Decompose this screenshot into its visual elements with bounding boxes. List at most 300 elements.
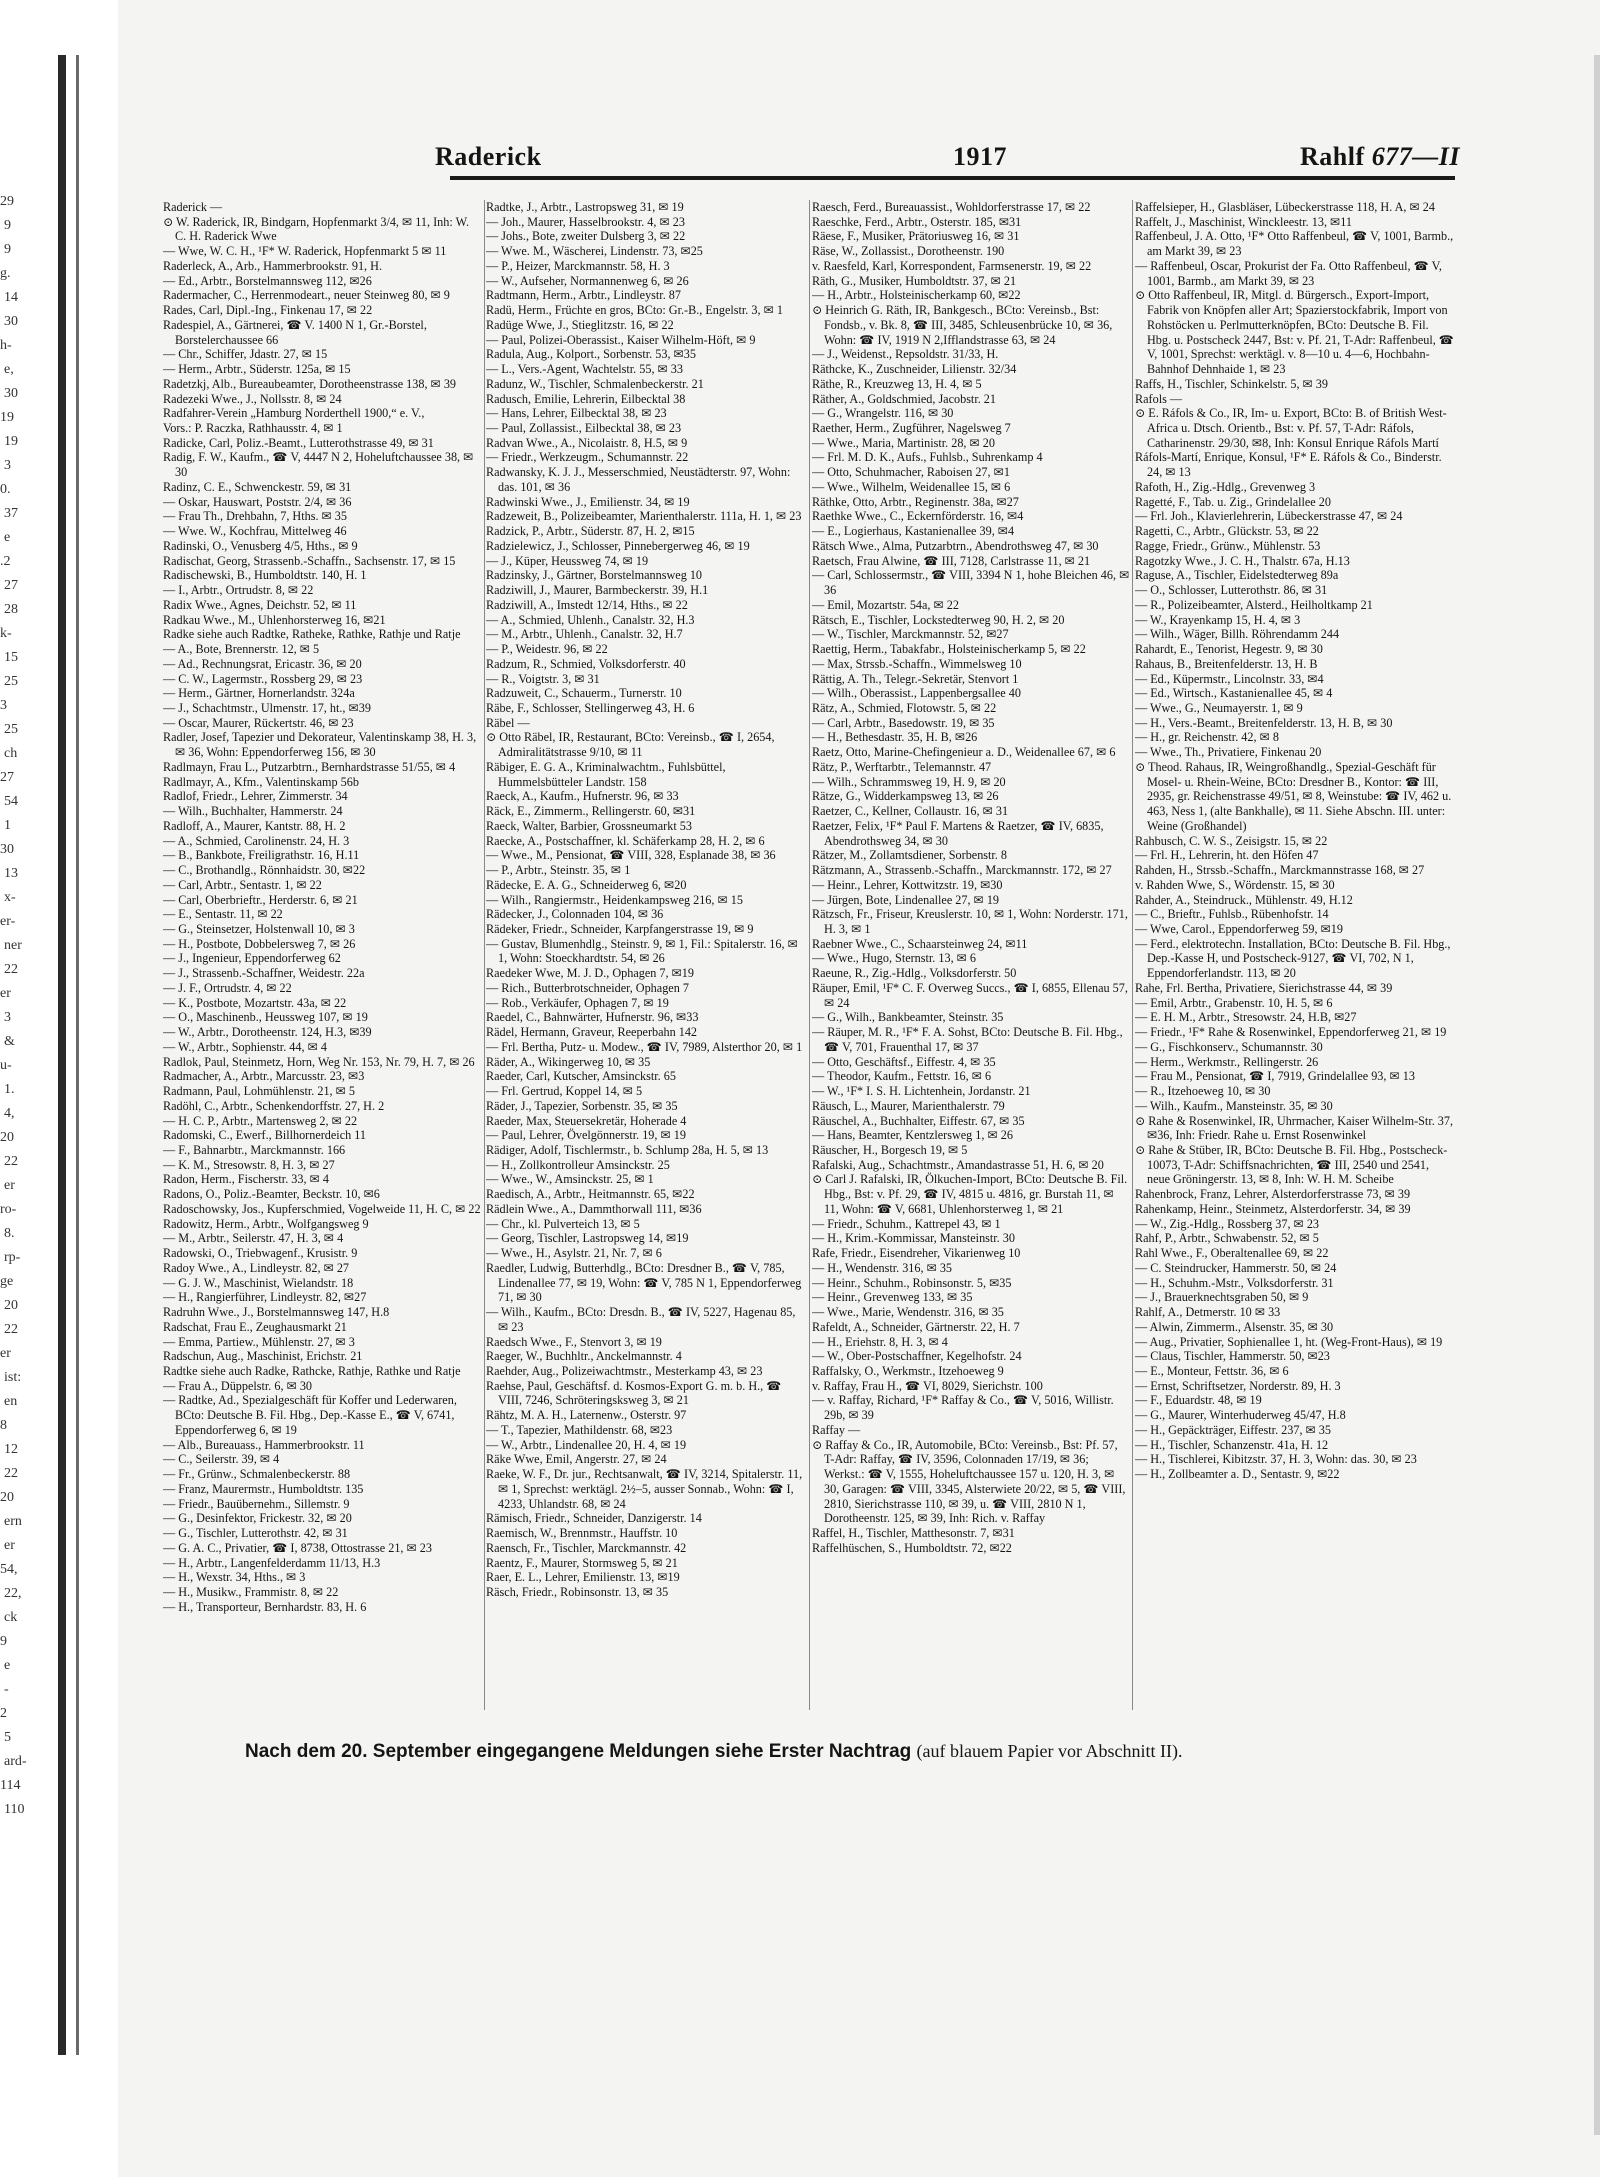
header-first-entry: Raderick [435, 142, 542, 171]
directory-entry: — Joh., Maurer, Hasselbrookstr. 4, ✉ 23 [486, 214, 685, 229]
directory-entry: — G., Wilh., Bankbeamter, Steinstr. 35 [812, 1010, 1004, 1025]
previous-page-fragment: ern [4, 1514, 22, 1529]
previous-page-fragment: x- [4, 890, 16, 905]
previous-page-fragment: 19 [4, 434, 18, 449]
previous-page-fragment: 114 [0, 1778, 21, 1793]
previous-page-fragment: 54 [4, 794, 18, 809]
directory-entry: Rahlf, A., Detmerstr. 10 ✉ 33 [1135, 1305, 1281, 1320]
directory-entry: Radschun, Aug., Maschinist, Erichstr. 21 [163, 1349, 363, 1364]
directory-entry: — K. M., Stresowstr. 8, H. 3, ✉ 27 [163, 1157, 335, 1172]
directory-entry: — C., Seilerstr. 39, ✉ 4 [163, 1452, 280, 1467]
directory-entry: Radix Wwe., Agnes, Deichstr. 52, ✉ 11 [163, 597, 357, 612]
directory-entry: — B., Bankbote, Freiligrathstr. 16, H.11 [163, 848, 360, 863]
directory-entry: — H., Gepäckträger, Eiffestr. 237, ✉ 35 [1135, 1422, 1331, 1437]
directory-entry: Rätz, P., Werftarbtr., Telemannstr. 47 [812, 759, 992, 774]
directory-entry: Radermacher, C., Herrenmodeart., neuer Steinweg 80, ✉ 9 [163, 288, 450, 303]
directory-entry: — Wilh., Oberassist., Lappenbergsallee 40 [812, 686, 1021, 701]
directory-entry: — v. Raffay, Richard, ¹F* Raffay & Co., ☎ V, 5016, Willistr. 29b, ✉ 39 [812, 1393, 1114, 1423]
directory-entry: — O., Schlosser, Lutterothstr. 86, ✉ 31 [1135, 583, 1328, 598]
directory-entry: Ragetti, C., Arbtr., Glückstr. 53, ✉ 22 [1135, 524, 1319, 539]
directory-entry: Radicke, Carl, Poliz.-Beamt., Lutterothstrasse 49, ✉ 31 [163, 435, 434, 450]
directory-entry: Räder, J., Tapezier, Sorbenstr. 35, ✉ 35 [486, 1098, 678, 1113]
previous-page-fragment: e [4, 1658, 11, 1673]
directory-entry: Radula, Aug., Kolport., Sorbenstr. 53, ✉35 [486, 347, 696, 362]
column-4 [1135, 200, 1455, 1720]
directory-entry: — Friedr., Bauübernehm., Sillemstr. 9 [163, 1496, 350, 1511]
directory-entry: — C., Brothandlg., Rönnhaidstr. 30, ✉22 [163, 863, 366, 878]
directory-entry: — W., Krayenkamp 15, H. 4, ✉ 3 [1135, 612, 1301, 627]
directory-entry: — E., Sentastr. 11, ✉ 22 [163, 907, 283, 922]
directory-entry: Räbiger, E. G. A., Kriminalwachtm., Fuhlsbüttel, Hummelsbütteler Landstr. 158 [486, 759, 726, 789]
directory-entry: — G. A. C., Privatier, ☎ I, 8738, Ottostrasse 21, ✉ 23 [163, 1540, 432, 1555]
directory-entry: — Wilh., Schrammsweg 19, H. 9, ✉ 20 [812, 774, 1006, 789]
directory-entry: Rättig, A. Th., Telegr.-Sekretär, Stenvort 1 [812, 671, 1019, 686]
directory-entry: — Emil, Arbtr., Grabenstr. 10, H. 5, ✉ 6 [1135, 995, 1333, 1010]
footer-notice [245, 1741, 1182, 1763]
directory-entry: ⊙ W. Raderick, IR, Bindgarn, Hopfenmarkt 3/4, ✉ 11, Inh: W. C. H. Raderick Wwe [163, 214, 469, 244]
directory-entry: — J., Schachtmstr., Ulmenstr. 17, ht., ✉39 [163, 700, 371, 715]
directory-entry: — F., Eduardstr. 48, ✉ 19 [1135, 1393, 1262, 1408]
directory-entry: — Frau M., Pensionat, ☎ I, 7919, Grindelallee 93, ✉ 13 [1135, 1069, 1415, 1084]
previous-page-fragment: 12 [4, 1442, 18, 1457]
directory-entry: — H., Rangierführer, Lindleystr. 82, ✉27 [163, 1290, 367, 1305]
directory-entry: Rädiger, Adolf, Tischlermstr., b. Schlump 28a, H. 5, ✉ 13 [486, 1143, 769, 1157]
directory-entry: Rahenkamp, Heinr., Steinmetz, Alsterdorferstr. 34, ✉ 39 [1135, 1201, 1411, 1216]
directory-entry: Radtmann, Herm., Arbtr., Lindleystr. 87 [486, 288, 681, 303]
directory-entry: — Raffenbeul, Oscar, Prokurist der Fa. Otto Raffenbeul, ☎ V, 1001, Barmb., am Markt 39, ✉ 23 [1135, 258, 1442, 288]
directory-entry: v. Raesfeld, Karl, Korrespondent, Farmsenerstr. 19, ✉ 22 [812, 258, 1092, 273]
directory-entry: — G., Maurer, Winterhuderweg 45/47, H.8 [1135, 1408, 1346, 1423]
directory-entry: Radoy Wwe., A., Lindleystr. 82, ✉ 27 [163, 1260, 350, 1275]
directory-entry: Raeune, R., Zig.-Hdlg., Volksdorferstr. 50 [812, 966, 1017, 981]
previous-page-fragment: ch [4, 746, 18, 761]
directory-entry: — Wwe., Maria, Martinistr. 28, ✉ 20 [812, 435, 995, 450]
directory-entry: — Wwe., Wilhelm, Weidenallee 15, ✉ 6 [812, 479, 1011, 494]
previous-page-fragment: g. [0, 266, 11, 281]
directory-entry: Radezeki Wwe., J., Nollsstr. 8, ✉ 24 [163, 391, 342, 406]
directory-entry: Ráfols-Martí, Enrique, Konsul, ¹F* E. Ráfols & Co., Binderstr. 24, ✉ 13 [1135, 450, 1442, 480]
previous-page-fragment: rp- [4, 1250, 21, 1265]
page-right-edge [1594, 55, 1600, 2135]
directory-entry: — Emil, Mozartstr. 54a, ✉ 22 [812, 597, 959, 612]
previous-page-fragment: 30 [4, 386, 18, 401]
directory-entry: Raetzer, Felix, ¹F* Paul F. Martens & Raetzer, ☎ IV, 6835, Abendrothsweg 34, ✉ 30 [812, 818, 1104, 848]
previous-page-fragment: 20 [4, 1298, 18, 1313]
directory-entry: Radetzkj, Alb., Bureaubeamter, Dorotheenstrasse 138, ✉ 39 [163, 376, 457, 391]
directory-entry: Raeck, Walter, Barbier, Grossneumarkt 53 [486, 818, 692, 833]
directory-entry: — H., Tischler, Schanzenstr. 41a, H. 12 [1135, 1437, 1329, 1452]
previous-page-fragment: ard- [4, 1754, 27, 1769]
directory-entry: — H., Eriehstr. 8, H. 3, ✉ 4 [812, 1334, 948, 1349]
directory-entry: Räthke, Otto, Arbtr., Reginenstr. 38a, ✉27 [812, 494, 1019, 509]
directory-entry: — A., Bote, Brennerstr. 12, ✉ 5 [163, 642, 320, 657]
directory-entry: — H., Musikw., Frammistr. 8, ✉ 22 [163, 1585, 339, 1600]
directory-entry: — Wwe. W., Kochfrau, Mittelweg 46 [163, 524, 347, 539]
directory-entry: Raensch, Fr., Tischler, Marckmannstr. 42 [486, 1540, 687, 1555]
directory-entry: Raffalsky, O., Werkmstr., Itzehoeweg 9 [812, 1364, 1004, 1379]
previous-page-fragment: 3 [4, 458, 11, 473]
directory-entry: Raebner Wwe., C., Schaarsteinweg 24, ✉11 [812, 936, 1028, 951]
directory-entry: Räuper, Emil, ¹F* C. F. Overweg Succs., ☎ I, 6855, Ellenau 57, ✉ 24 [812, 980, 1128, 1010]
directory-entry: — Emma, Partiew., Mühlenstr. 27, ✉ 3 [163, 1334, 355, 1349]
directory-entry: Radke siehe auch Radtke, Ratheke, Rathke, Rathje und Ratje [163, 627, 461, 642]
directory-entry: — G., Desinfektor, Frickestr. 32, ✉ 20 [163, 1511, 352, 1526]
directory-entry: Rätze, G., Widderkampsweg 13, ✉ 26 [812, 789, 999, 804]
directory-entry: — H., Wexstr. 34, Hths., ✉ 3 [163, 1570, 306, 1585]
directory-entry: Rädlein Wwe., A., Dammthorwall 111, ✉36 [486, 1201, 702, 1216]
directory-entry: Raeck, A., Kaufm., Hufnerstr. 96, ✉ 33 [486, 789, 679, 804]
directory-entry: Raehse, Paul, Geschäftsf. d. Kosmos-Export G. m. b. H., ☎ VIII, 7246, Schröteringsksweg 3, ✉ 21 [486, 1378, 782, 1408]
directory-entry: — Herm., Werkmstr., Rellingerstr. 26 [1135, 1054, 1319, 1069]
directory-entry: Radzinsky, J., Gärtner, Borstelmannsweg 10 [486, 568, 703, 583]
directory-entry: Raedeker Wwe, M. J. D., Ophagen 7, ✉19 [486, 966, 694, 981]
directory-entry: — Frl. Gertrud, Koppel 14, ✉ 5 [486, 1084, 643, 1099]
directory-entry: Raffs, H., Tischler, Schinkelstr. 5, ✉ 39 [1135, 376, 1328, 391]
directory-entry: Radlmayr, A., Kfm., Valentinskamp 56b [163, 774, 359, 789]
directory-entry: — Johs., Bote, zweiter Dulsberg 3, ✉ 22 [486, 229, 686, 244]
directory-entry: — G., Tischler, Lutterothstr. 42, ✉ 31 [163, 1526, 348, 1541]
directory-entry: Rädecker, J., Colonnaden 104, ✉ 36 [486, 907, 664, 922]
directory-entry: — J., Ingenieur, Eppendorferweg 62 [163, 951, 341, 966]
previous-page-fragment: 3 [0, 698, 7, 713]
directory-entry: — Wwe., Th., Privatiere, Finkenau 20 [1135, 745, 1322, 760]
directory-entry: — R., Polizeibeamter, Alsterd., Heilholtkamp 21 [1135, 597, 1373, 612]
previous-page-fragment: 29 [0, 194, 14, 209]
directory-entry: — I., Arbtr., Ortrudstr. 8, ✉ 22 [163, 583, 314, 598]
directory-entry: Räther, A., Goldschmied, Jacobstr. 21 [812, 391, 996, 406]
directory-entry: Räder, A., Wikingerweg 10, ✉ 35 [486, 1054, 651, 1069]
directory-entry: Raffenbeul, J. A. Otto, ¹F* Otto Raffenbeul, ☎ V, 1001, Barmb., am Markt 39, ✉ 23 [1135, 229, 1454, 259]
directory-entry: ⊙ Otto Räbel, IR, Restaurant, BCto: Vereinsb., ☎ I, 2654, Admiralitätstrasse 9/10, ✉ 11 [486, 730, 775, 760]
directory-entry: Vors.: P. Raczka, Rathhausstr. 4, ✉ 1 [163, 421, 343, 436]
directory-entry: Raer, E. L., Lehrer, Emilienstr. 13, ✉19 [486, 1570, 680, 1585]
directory-entry: — Frl. Joh., Klavierlehrerin, Lübeckerstrasse 47, ✉ 24 [1135, 509, 1403, 524]
header-year: 1917 [953, 142, 1007, 171]
directory-entry: Radruhn Wwe., J., Borstelmannsweg 147, H.8 [163, 1305, 390, 1320]
directory-entry: Rahden, H., Strssb.-Schaffn., Marckmannstrasse 168, ✉ 27 [1135, 863, 1425, 878]
column-divider [1132, 200, 1133, 1710]
directory-entry: v. Raffay, Frau H., ☎ VI, 8029, Sierichstr. 100 [812, 1378, 1043, 1393]
directory-entry: Räuschel, A., Buchhalter, Eiffestr. 67, ✉ 35 [812, 1113, 1025, 1128]
previous-page-fragment: 54, [0, 1562, 18, 1577]
directory-entry: — A., Schmied, Uhlenh., Canalstr. 32, H.3 [486, 612, 695, 627]
directory-entry: — W., Tischler, Marckmannstr. 52, ✉27 [812, 627, 1009, 642]
directory-entry: Rädel, Hermann, Graveur, Reeperbahn 142 [486, 1025, 698, 1040]
directory-entry: — J. F., Ortrudstr. 4, ✉ 22 [163, 980, 292, 995]
directory-entry: Radespiel, A., Gärtnerei, ☎ V. 1400 N 1, Gr.-Borstel, Borstelerchaussee 66 [163, 317, 427, 347]
directory-entry: Radoschowsky, Jos., Kupferschmied, Vogelweide 11, H. C, ✉ 22 [163, 1201, 481, 1216]
directory-entry: Radzuweit, C., Schauerm., Turnerstr. 10 [486, 686, 682, 701]
directory-entry: Rätsch, E., Tischler, Lockstedterweg 90, H. 2, ✉ 20 [812, 612, 1065, 627]
directory-entry: — Alwin, Zimmerm., Alsenstr. 35, ✉ 30 [1135, 1319, 1334, 1334]
previous-page-fragment: 22, [4, 1586, 22, 1601]
previous-page-fragment: 110 [4, 1802, 25, 1817]
directory-entry: — Carl, Schlossermstr., ☎ VIII, 3394 N 1, hohe Bleichen 46, ✉ 36 [812, 568, 1130, 598]
directory-entry: Radmacher, A., Arbtr., Marcusstr. 23, ✉3 [163, 1069, 365, 1084]
directory-entry: Radzielewicz, J., Schlosser, Pinnebergerweg 46, ✉ 19 [486, 538, 750, 553]
directory-entry: Rafalski, Aug., Schachtmstr., Amandastrasse 51, H. 6, ✉ 20 [812, 1157, 1104, 1172]
directory-entry: — Wwe., Marie, Wendenstr. 316, ✉ 35 [812, 1305, 1004, 1320]
directory-entry: Rahder, A., Steindruck., Mühlenstr. 49, H.12 [1135, 892, 1353, 907]
directory-entry: Radinz, C. E., Schwenckestr. 59, ✉ 31 [163, 479, 352, 494]
directory-entry: — Frl. Bertha, Putz- u. Modew., ☎ IV, 7989, Alsterthor 20, ✉ 1 [486, 1039, 803, 1054]
directory-entry: Rahbusch, C. W. S., Zeisigstr. 15, ✉ 22 [1135, 833, 1328, 848]
directory-entry: Radziwill, J., Maurer, Barmbeckerstr. 39, H.1 [486, 583, 709, 598]
previous-page-fragment: 22 [4, 1466, 18, 1481]
directory-entry: Räthe, R., Kreuzweg 13, H. 4, ✉ 5 [812, 376, 982, 391]
previous-page-fragment: 19 [0, 410, 14, 425]
directory-entry: — H., Vers.-Beamt., Breitenfelderstr. 13, H. B, ✉ 30 [1135, 715, 1393, 730]
previous-page-fragment: 9 [0, 1634, 7, 1649]
previous-page-fragment: 5 [4, 1730, 11, 1745]
previous-page-fragment: 25 [4, 674, 18, 689]
previous-page-fragment: 30 [0, 842, 14, 857]
directory-entry: Räbel — [486, 715, 530, 730]
directory-entry: — Wwe. M., Wäscherei, Lindenstr. 73, ✉25 [486, 244, 703, 259]
directory-entry: ⊙ Raffay & Co., IR, Automobile, BCto: Vereinsb., Bst: Pf. 57, T-Adr: Raffay, ☎ IV, 3596, Colonnaden 17/19, ✉ 36; Werkst.: ☎ V, 1555, Hoheluftchaussee 157 u. 120, H. 3, ✉ 30, Garagen: ☎ VIII, 3345, Alsterwiete 20/22, ✉ 5, ☎ VIII, 2810, Sierichstrasse 110, ✉ 39, u. ☎ VIII, 2810 N 1, Dorotheenstr. 125, ✉ 39, Inh: Rich. v. Raffay [812, 1437, 1126, 1526]
directory-entry: — Ed., Wirtsch., Kastanienallee 45, ✉ 4 [1135, 686, 1333, 701]
directory-entry: — H. C. P., Arbtr., Martensweg 2, ✉ 22 [163, 1113, 358, 1128]
directory-entry: — J., Brauerknechtsgraben 50, ✉ 9 [1135, 1290, 1309, 1305]
directory-entry: — G., Wrangelstr. 116, ✉ 30 [812, 406, 954, 421]
directory-entry: — Wwe., M., Pensionat, ☎ VIII, 328, Esplanade 38, ✉ 36 [486, 848, 776, 863]
directory-entry: Raetsch, Frau Alwine, ☎ III, 7128, Carlstrasse 11, ✉ 21 [812, 553, 1091, 568]
directory-entry: Räse, W., Zollassist., Dorotheenstr. 190 [812, 244, 1005, 259]
directory-entry: — J., Strassenb.-Schaffner, Weidestr. 22a [163, 966, 365, 981]
directory-entry: Raehder, Aug., Polizeiwachtmstr., Mesterkamp 43, ✉ 23 [486, 1364, 763, 1379]
directory-entry: Raemisch, W., Brennmstr., Hauffstr. 10 [486, 1526, 678, 1541]
previous-page-fragment: 1. [4, 1082, 15, 1097]
header-rule [450, 176, 1455, 180]
column-3 [812, 200, 1130, 1720]
directory-entry: — Gustav, Blumenhdlg., Steinstr. 9, ✉ 1, Fil.: Spitalerstr. 16, ✉ 1, Wohn: Stoeckhardtstr. 54, ✉ 26 [486, 936, 798, 966]
previous-page-fragment: er [0, 986, 11, 1001]
previous-page-fragment: 22 [4, 962, 18, 977]
previous-page-fragment: er [0, 1346, 11, 1361]
page-gutter-line [76, 55, 79, 2055]
directory-entry: — Paul, Polizei-Oberassist., Kaiser Wilhelm-Höft, ✉ 9 [486, 332, 756, 347]
directory-entry: Raeke, W. F., Dr. jur., Rechtsanwalt, ☎ IV, 3214, Spitalerstr. 11, ✉ 1, Sprechst: werktägl. 2½–5, ausser Sonnab., Wohn: ☎ I, 4233, Uhlandstr. 68, ✉ 24 [486, 1467, 803, 1511]
directory-entry: — W., Arbtr., Sophienstr. 44, ✉ 4 [163, 1039, 327, 1054]
directory-entry: — M., Arbtr., Uhlenh., Canalstr. 32, H.7 [486, 627, 683, 642]
directory-entry: Radusch, Emilie, Lehrerin, Eilbecktal 38 [486, 391, 686, 406]
previous-page-fragment: 9 [4, 218, 11, 233]
directory-entry: — Hans, Beamter, Kentzlersweg 1, ✉ 26 [812, 1128, 1013, 1143]
previous-page-fragment: er [4, 1538, 15, 1553]
directory-entry: — W., Zig.-Hdlg., Rossberg 37, ✉ 23 [1135, 1216, 1320, 1231]
directory-entry: — Paul, Zollassist., Eilbecktal 38, ✉ 23 [486, 421, 682, 436]
directory-entry: Radig, F. W., Kaufm., ☎ V, 4447 N 2, Hoheluftchaussee 38, ✉ 30 [163, 450, 474, 480]
directory-entry: Raguse, A., Tischler, Eidelstedterweg 89a [1135, 568, 1339, 583]
directory-entry: Raffel, H., Tischler, Matthesonstr. 7, ✉31 [812, 1526, 1015, 1541]
directory-entry: Räck, E., Zimmerm., Rellingerstr. 60, ✉31 [486, 804, 696, 819]
previous-page-fragment: h- [0, 338, 12, 353]
directory-entry: Rafols — [1135, 391, 1183, 406]
directory-entry: ⊙ Heinrich G. Räth, IR, Bankgesch., BCto: Vereinsb., Bst: Fondsb., v. Bk. 8, ☎ III, 3485, Schleusenbrücke 10, ✉ 36, Wohn: ☎ IV, 1919 N 2,Ifflandstrasse 63, ✉ 24 [812, 303, 1113, 347]
directory-entry: — C. W., Lagermstr., Rossberg 29, ✉ 23 [163, 671, 363, 686]
directory-entry: — Wilh., Kaufm., Mansteinstr. 35, ✉ 30 [1135, 1098, 1333, 1113]
directory-entry: — Alb., Bureauass., Hammerbrookstr. 11 [163, 1437, 365, 1452]
directory-entry: Raffay — [812, 1422, 861, 1437]
directory-entry: — Frl. H., Lehrerin, ht. den Höfen 47 [1135, 848, 1319, 863]
directory-entry: Rafoth, H., Zig.-Hdlg., Grevenweg 3 [1135, 479, 1316, 494]
directory-entry: Raettig, Herm., Tabakfabr., Holsteinischerkamp 5, ✉ 22 [812, 642, 1086, 657]
directory-entry: — Claus, Tischler, Hammerstr. 50, ✉23 [1135, 1349, 1330, 1364]
directory-entry: — P., Weidestr. 96, ✉ 22 [486, 642, 608, 657]
previous-page-fragment: 8 [0, 1418, 7, 1433]
directory-entry: Raedler, Ludwig, Butterhdlg., BCto: Dresdner B., ☎ V, 785, Lindenallee 77, ✉ 19, Wohn: ☎ V, 785 N 1, Eppendorferweg 71, ✉ 30 [486, 1260, 802, 1305]
directory-entry: — R., Voigtstr. 3, ✉ 31 [486, 671, 600, 686]
directory-entry: — C. Steindrucker, Hammerstr. 50, ✉ 24 [1135, 1260, 1337, 1275]
directory-entry: — W., Arbtr., Lindenallee 20, H. 4, ✉ 19 [486, 1437, 687, 1452]
directory-entry: Raentz, F., Maurer, Stormsweg 5, ✉ 21 [486, 1555, 678, 1570]
directory-entry: Rädeker, Friedr., Schneider, Karpfangerstrasse 19, ✉ 9 [486, 921, 754, 936]
directory-entry: — H., Transporteur, Bernhardstr. 83, H. 6 [163, 1599, 367, 1614]
footer-main: Nach dem 20. September eingegangene Meldungen siehe Erster Nachtrag [245, 1741, 912, 1762]
directory-entry: — W., Arbtr., Dorotheenstr. 124, H.3, ✉39 [163, 1025, 372, 1040]
directory-entry: Radvan Wwe., A., Nicolaistr. 8, H.5, ✉ 9 [486, 435, 688, 450]
directory-entry: Rädecke, E. A. G., Schneiderweg 6, ✉20 [486, 877, 687, 892]
directory-entry: — H., Postbote, Dobbelersweg 7, ✉ 26 [163, 936, 356, 951]
directory-entry: — Otto, Geschäftsf., Eiffestr. 4, ✉ 35 [812, 1054, 996, 1069]
column-divider [809, 200, 810, 1710]
directory-entry: — Räuper, M. R., ¹F* F. A. Sohst, BCto: Deutsche B. Fil. Hbg., ☎ V, 701, Frauenthal 17, ✉ 37 [812, 1025, 1123, 1054]
directory-entry: — Wilh., Kaufm., BCto: Dresdn. B., ☎ IV, 5227, Hagenau 85, ✉ 23 [486, 1305, 796, 1334]
directory-entry: — Radtke, Ad., Spezialgeschäft für Koffer und Lederwaren, BCto: Deutsche B. Fil. Hbg., Dep.-Kasse E., ☎ V, 6741, Eppendorferweg 6, ✉ 19 [163, 1393, 457, 1437]
directory-entry: — H., Bethesdastr. 35, H. B, ✉26 [812, 730, 978, 745]
directory-entry: — T., Tapezier, Mathildenstr. 68, ✉23 [486, 1422, 673, 1437]
directory-entry: Radomski, C., Ewerf., Billhornerdeich 11 [163, 1128, 366, 1143]
directory-entry: Ragotzky Wwe., J. C. H., Thalstr. 67a, H.13 [1135, 553, 1350, 568]
directory-entry: Radowski, O., Triebwagenf., Krusistr. 9 [163, 1246, 358, 1261]
directory-entry: — Heinr., Schuhm., Robinsonstr. 5, ✉35 [812, 1275, 1012, 1290]
directory-entry: Raesch, Ferd., Bureauassist., Wohldorferstrasse 17, ✉ 22 [812, 200, 1091, 214]
directory-entry: Räese, F., Musiker, Prätoriusweg 16, ✉ 31 [812, 229, 1020, 244]
directory-entry: — Carl, Arbtr., Basedowstr. 19, ✉ 35 [812, 715, 995, 730]
directory-entry: Raethke Wwe., C., Eckernförderstr. 16, ✉4 [812, 509, 1024, 524]
directory-entry: Raether, Herm., Zugführer, Nagelsweg 7 [812, 421, 1011, 436]
directory-entry: — Wwe, W. C. H., ¹F* W. Raderick, Hopfenmarkt 5 ✉ 11 [163, 244, 447, 259]
directory-entry: Raetz, Otto, Marine-Chefingenieur a. D., Weidenallee 67, ✉ 6 [812, 745, 1116, 760]
directory-entry: Radlof, Friedr., Lehrer, Zimmerstr. 34 [163, 789, 348, 804]
previous-page-fragment: ro- [0, 1202, 17, 1217]
directory-entry: Räusch, L., Maurer, Marienthalerstr. 79 [812, 1098, 1005, 1113]
directory-entry: Radfahrer-Verein „Hamburg Norderthell 1900,“ e. V., [163, 406, 425, 421]
previous-page-fragment: er [4, 1178, 15, 1193]
previous-page-fragment: 22 [4, 1322, 18, 1337]
directory-entry: Rätz, A., Schmied, Flotowstr. 5, ✉ 22 [812, 700, 997, 715]
directory-entry: — Rich., Butterbrotschneider, Ophagen 7 [486, 980, 689, 995]
directory-entry: Rahf, P., Arbtr., Schwabenstr. 52, ✉ 5 [1135, 1231, 1319, 1246]
previous-page-fragment: 37 [4, 506, 18, 521]
previous-page-fragment: 1 [4, 818, 11, 833]
directory-entry: — Friedr., Schuhm., Kattrepel 43, ✉ 1 [812, 1216, 1001, 1231]
directory-entry: — A., Schmied, Carolinenstr. 24, H. 3 [163, 833, 350, 848]
directory-entry: — Ferd., elektrotechn. Installation, BCto: Deutsche B. Fil. Hbg., Dep.-Kasse H, und Postscheck-9127, ☎ VI, 702, N 1, Eppendorferlandstr. 113, ✉ 20 [1135, 936, 1451, 981]
directory-entry: — G., Fischkonserv., Schumannstr. 30 [1135, 1039, 1323, 1054]
directory-entry: — E., Monteur, Fettstr. 36, ✉ 6 [1135, 1364, 1289, 1379]
directory-entry: — P., Heizer, Marckmannstr. 58, H. 3 [486, 258, 670, 273]
directory-entry: — Chr., kl. Pulverteich 13, ✉ 5 [486, 1216, 640, 1231]
previous-page-fragment: & [4, 1034, 15, 1049]
directory-entry: — H., Arbtr., Langenfelderdamm 11/13, H.3 [163, 1555, 381, 1570]
directory-entry: — Carl, Arbtr., Sentastr. 1, ✉ 22 [163, 877, 322, 892]
previous-page-fragment: 8. [4, 1226, 15, 1241]
directory-entry: — Rob., Verkäufer, Ophagen 7, ✉ 19 [486, 995, 669, 1010]
previous-page-fragment: ner [4, 938, 22, 953]
directory-entry: — Friedr., ¹F* Rahe & Rosenwinkel, Eppendorferweg 21, ✉ 19 [1135, 1025, 1447, 1040]
directory-entry: Radmann, Paul, Lohmühlenstr. 21, ✉ 5 [163, 1084, 355, 1099]
directory-entry: — Max, Strssb.-Schaffn., Wimmelsweg 10 [812, 656, 1022, 671]
directory-entry: Radwansky, K. J. J., Messerschmied, Neustädterstr. 97, Wohn: das. 101, ✉ 36 [486, 465, 791, 494]
directory-entry: — Otto, Schuhmacher, Raboisen 27, ✉1 [812, 465, 1010, 480]
directory-entry: Raffelsieper, H., Glasbläser, Lübeckerstrasse 118, H. A, ✉ 24 [1135, 200, 1435, 214]
directory-entry: Radzum, R., Schmied, Volksdorferstr. 40 [486, 656, 686, 671]
directory-entry: — M., Arbtr., Seilerstr. 47, H. 3, ✉ 4 [163, 1231, 344, 1246]
directory-entry: — Carl, Oberbrieftr., Herderstr. 6, ✉ 21 [163, 892, 358, 907]
directory-entry: — Jürgen, Bote, Lindenallee 27, ✉ 19 [812, 892, 1000, 907]
directory-entry: — H., Zollkontrolleur Amsinckstr. 25 [486, 1157, 670, 1172]
directory-entry: — H., Wendenstr. 316, ✉ 35 [812, 1260, 953, 1275]
directory-entry: — L., Vers.-Agent, Wachtelstr. 55, ✉ 33 [486, 362, 683, 377]
directory-entry: Rämisch, Friedr., Schneider, Danzigerstr. 14 [486, 1511, 702, 1526]
directory-entry: — Paul, Lehrer, Övelgönnerstr. 19, ✉ 19 [486, 1128, 686, 1143]
directory-entry: — K., Postbote, Mozartstr. 43a, ✉ 22 [163, 995, 347, 1010]
directory-entry: — Ed., Küpermstr., Lincolnstr. 33, ✉4 [1135, 671, 1324, 686]
previous-page-fragment: 20 [0, 1130, 14, 1145]
directory-entry: Raetzer, C., Kellner, Collaustr. 16, ✉ 31 [812, 804, 1009, 819]
column-divider [484, 200, 485, 1710]
directory-entry: — Herm., Arbtr., Süderstr. 125a, ✉ 15 [163, 362, 351, 377]
directory-entry: Rahl Wwe., F., Oberaltenallee 69, ✉ 22 [1135, 1246, 1329, 1261]
previous-page-fragment: e, [4, 362, 14, 377]
directory-entry: — Frl. M. D. K., Aufs., Fuhlsb., Suhrenkamp 4 [812, 450, 1043, 465]
directory-entry: — H., Zollbeamter a. D., Sentastr. 9, ✉22 [1135, 1467, 1340, 1482]
directory-entry: Radunz, W., Tischler, Schmalenbeckerstr. 21 [486, 376, 704, 391]
directory-entry: — P., Arbtr., Steinstr. 35, ✉ 1 [486, 863, 631, 878]
previous-page-fragment: 0. [0, 482, 11, 497]
previous-page-fragment: er- [0, 914, 16, 929]
directory-entry: — H., Tischlerei, Kibitzstr. 37, H. 3, Wohn: das. 30, ✉ 23 [1135, 1452, 1417, 1467]
previous-page-fragment: en [4, 1394, 18, 1409]
directory-entry: Raeder, Carl, Kutscher, Amsinckstr. 65 [486, 1069, 676, 1084]
previous-page-fragment: ist: [4, 1370, 22, 1385]
directory-entry: — Ed., Arbtr., Borstelmannsweg 112, ✉26 [163, 273, 372, 288]
directory-entry: — Georg, Tischler, Lastropsweg 14, ✉19 [486, 1231, 689, 1246]
directory-entry: Raedisch, A., Arbtr., Heitmannstr. 65, ✉22 [486, 1187, 695, 1202]
directory-entry: Radüge Wwe, J., Stieglitzstr. 16, ✉ 22 [486, 317, 674, 332]
directory-entry: — Franz, Maurermstr., Humboldtstr. 135 [163, 1481, 364, 1496]
column-1 [163, 200, 481, 1720]
directory-entry: Radler, Josef, Tapezier und Dekorateur, Valentinskamp 38, H. 3, ✉ 36, Wohn: Eppendorferweg 156, ✉ 30 [163, 730, 477, 760]
previous-page-fragment: 22 [4, 1154, 18, 1169]
previous-page-fragment: ck [4, 1610, 18, 1625]
previous-page-fragment: 30 [4, 314, 18, 329]
directory-entry: Rahenbrock, Franz, Lehrer, Alsterdorferstrasse 73, ✉ 39 [1135, 1187, 1411, 1202]
directory-entry: ⊙ Theod. Rahaus, IR, Weingroßhandlg., Spezial-Geschäft für Mosel- u. Rhein-Weine, BCto: Dresdner B., Kontor: ☎ III, 2935, gr. Reichenstrasse 49/51, ✉ 8, Weinstube: ☎ IV, 462 u. 463, Ness 1, (alte Bankhalle), ✉ 11. Siehe Abschn. III. unter: Weine (Großhandel) [1135, 759, 1452, 833]
directory-entry: — Wilh., Buchhalter, Hammerstr. 24 [163, 804, 343, 819]
directory-entry: Raffelt, J., Maschinist, Winckleestr. 13, ✉11 [1135, 214, 1352, 229]
directory-entry: Räsch, Friedr., Robinsonstr. 13, ✉ 35 [486, 1585, 669, 1600]
directory-entry: Rähtz, M. A. H., Laternenw., Osterstr. 97 [486, 1408, 687, 1423]
previous-page-fragment: 28 [4, 602, 18, 617]
directory-entry: ⊙ Carl J. Rafalski, IR, Ölkuchen-Import, BCto: Deutsche B. Fil. Hbg., Bst: v. Pf. 29, ☎ IV, 4815 u. 4816, gr. Burstah 11, ✉ 11, Wohn: ☎ V, 6681, Uhlenhorsterweg 1, ✉ 21 [812, 1172, 1128, 1216]
directory-entry: — Theodor, Kaufm., Fettstr. 16, ✉ 6 [812, 1069, 992, 1084]
directory-entry: Raderick — [163, 200, 223, 214]
directory-entry: — Fr., Grünw., Schmalenbeckerstr. 88 [163, 1467, 351, 1482]
directory-entry: — J., Weidenst., Repsoldstr. 31/33, H. [812, 347, 999, 362]
directory-entry: — H., Krim.-Kommissar, Mansteinstr. 30 [812, 1231, 1015, 1246]
